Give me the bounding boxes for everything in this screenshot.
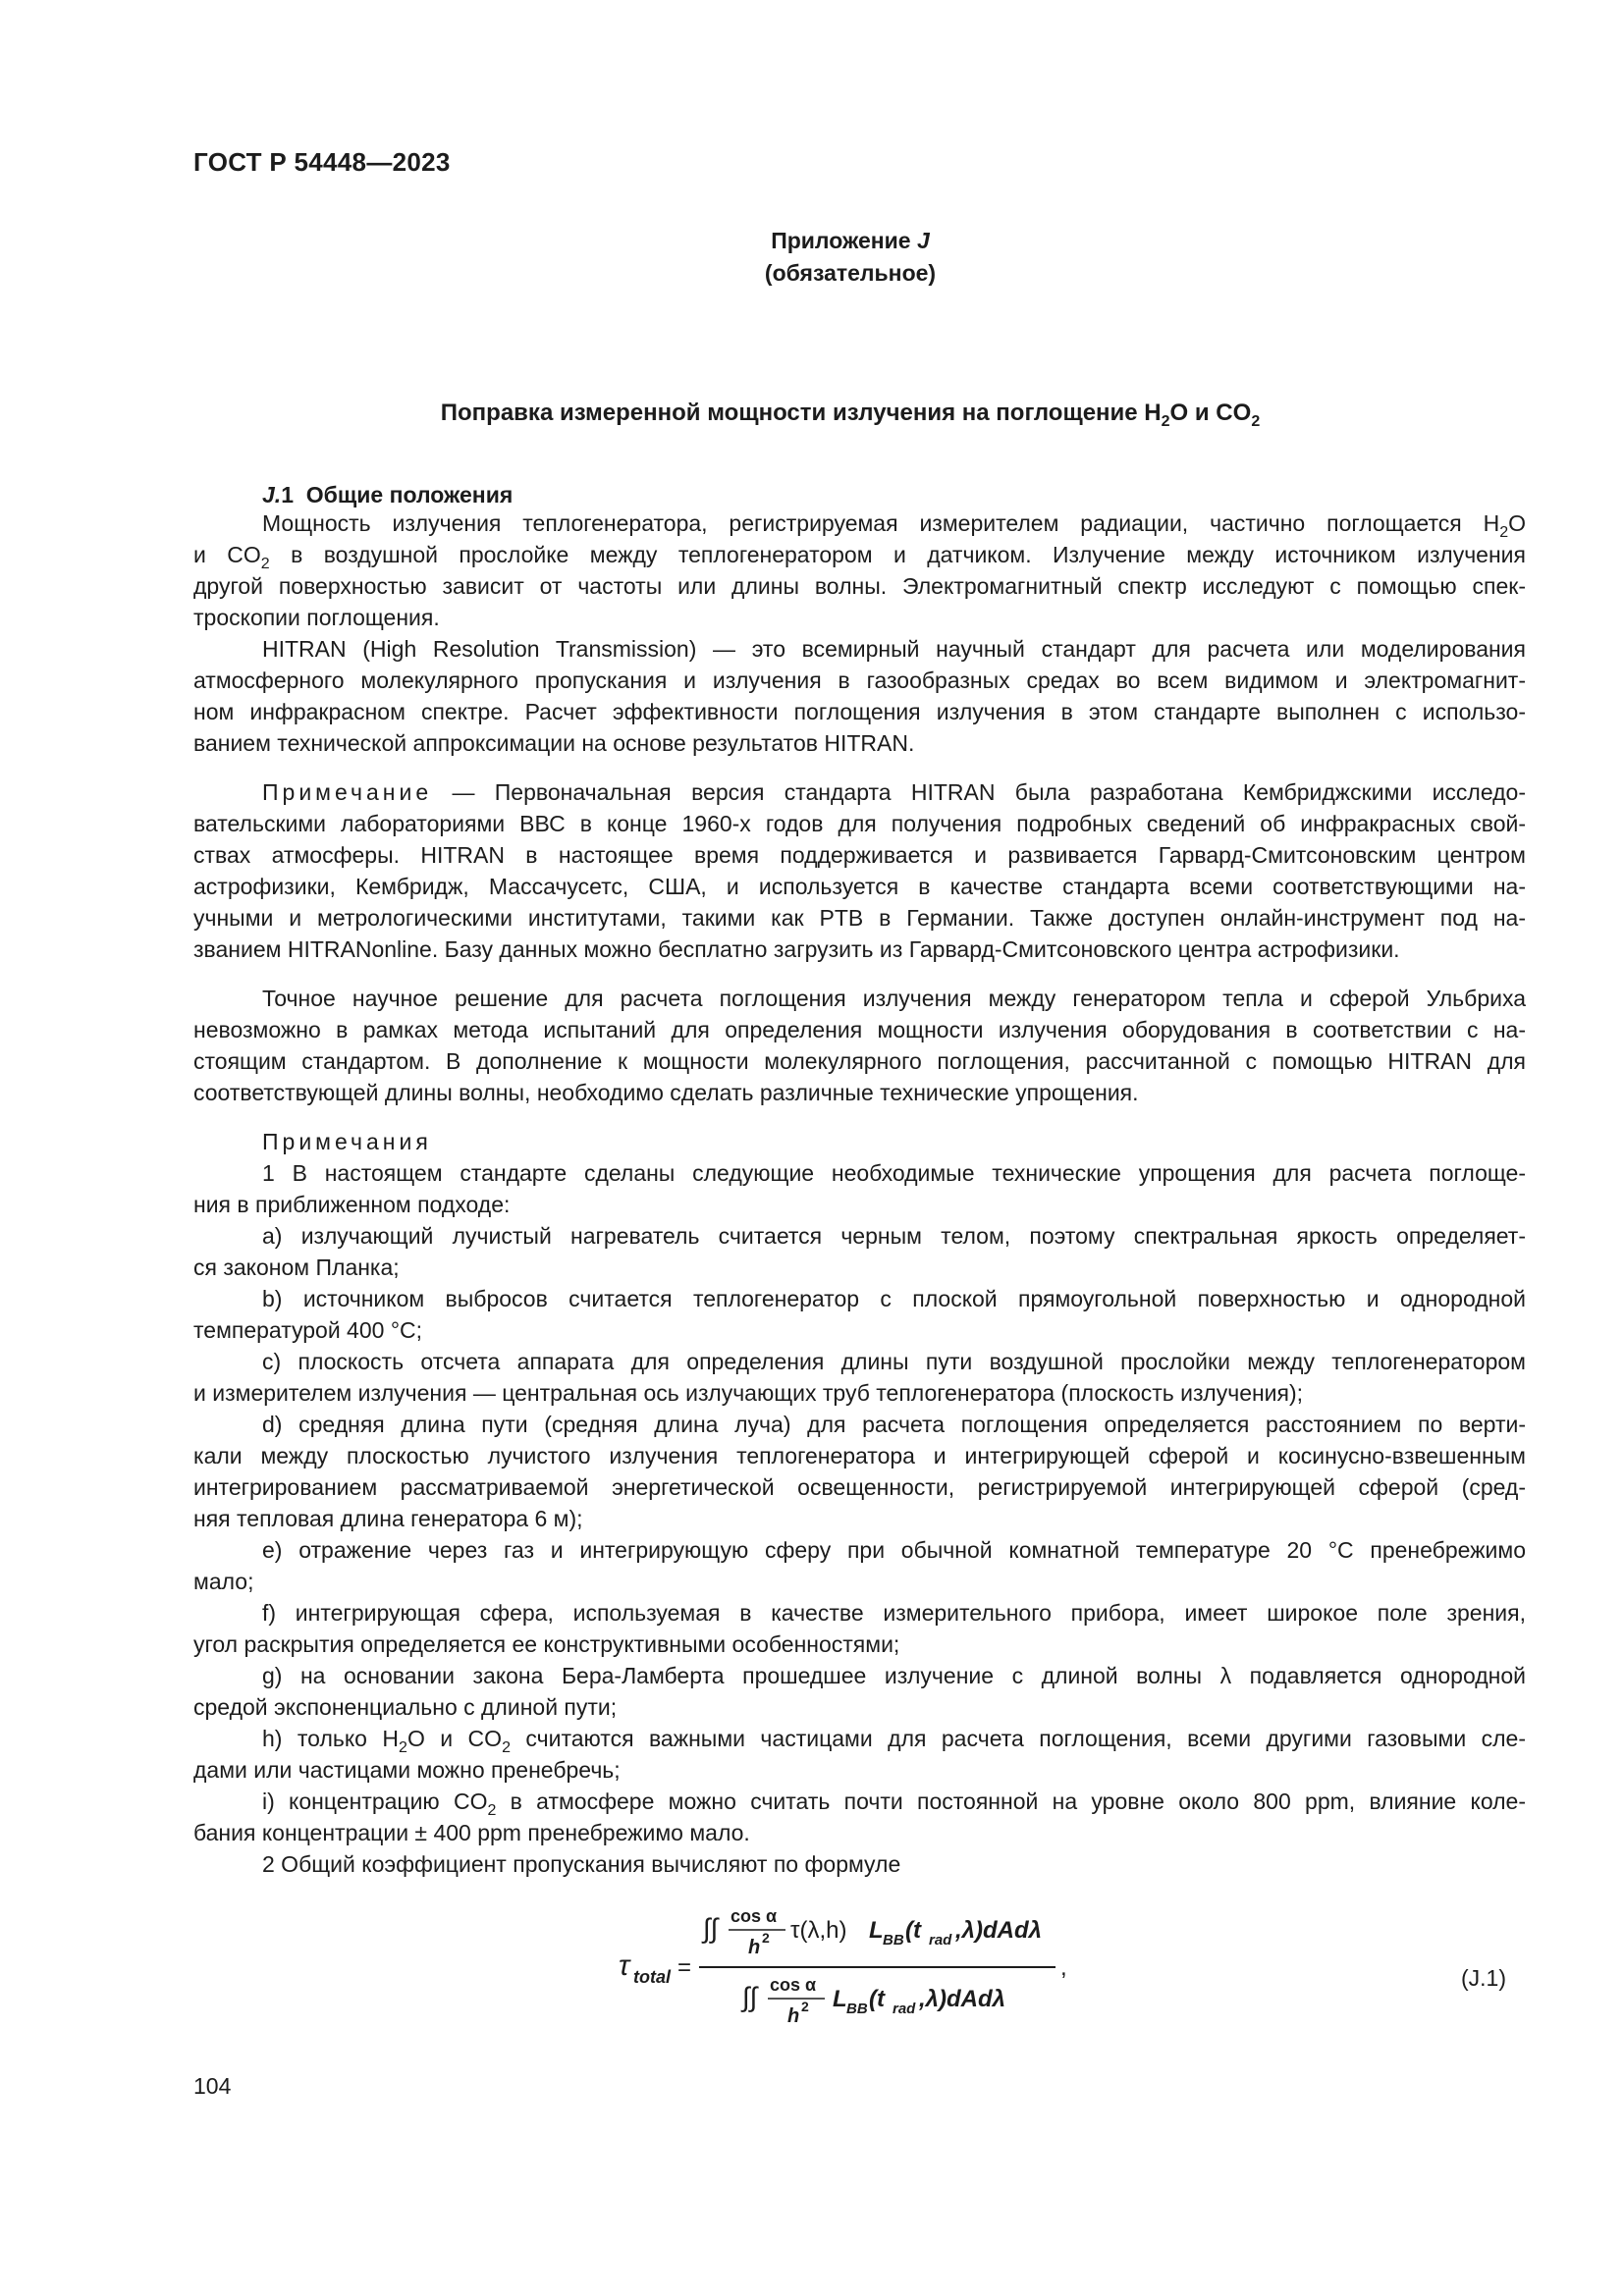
list-item: няя тепловая длина генератора 6 м); <box>193 1506 583 1531</box>
note-line: астрофизики, Кембридж, Массачусетс, США, и используется в качестве стандарта всеми соответствующими на- <box>193 874 1526 899</box>
note-line: вательскими лабораториями ВВС в конце 1960-х годов для получения подробных сведений об инфракрасных свой- <box>193 811 1526 836</box>
num-L: L <box>869 1917 884 1944</box>
paragraph-line: ном инфракрасном спектре. Расчет эффективности поглощения излучения в этом стандарте выполнен с использо- <box>193 699 1526 724</box>
section-heading: J.1 Общие положения <box>262 482 514 507</box>
list-item: средой экспоненциально с длиной пути; <box>193 1694 618 1720</box>
den-h: h <box>787 2005 800 2027</box>
paragraph-line: ванием технической аппроксимации на основе результатов HITRAN. <box>193 730 915 756</box>
den-h-pow: 2 <box>801 1999 809 2014</box>
den-L-sub: BB <box>846 2001 868 2017</box>
appendix-status: (обязательное) <box>764 260 937 286</box>
num-args-open: (t <box>905 1917 921 1944</box>
list-item: h) только $H_2O$ и $CO_2$ считаются важными частицами для расчета поглощения, всеми другими газовыми сле- <box>262 1726 1526 1756</box>
num-integral: ∫∫ <box>703 1913 719 1944</box>
den-integral: ∫∫ <box>742 1982 758 2012</box>
equation-number: (J.1) <box>1461 1965 1506 1991</box>
document-title: Поправка измеренной мощности излучения на поглощение $H_2O$ и $CO_2$ <box>440 400 1261 430</box>
list-item: кали между плоскостью лучистого излучения теплогенератора и интегрирующей сферой и косинусно-взвешенным <box>193 1443 1526 1468</box>
list-item: e) отражение через газ и интегрирующую сферу при обычной комнатной температуре 20 °C пренебрежимо <box>262 1537 1526 1563</box>
num-h: h <box>748 1937 761 1958</box>
list-item: a) излучающий лучистый нагреватель считается черным телом, поэтому спектральная яркость определяет- <box>262 1223 1526 1249</box>
note-line: 2 Общий коэффициент пропускания вычисляют по формуле <box>262 1851 901 1877</box>
paragraph-line: Точное научное решение для расчета поглощения излучения между генератором тепла и сферой Ульбриха <box>262 986 1526 1011</box>
list-item: c) плоскость отсчета аппарата для определения длины пути воздушной прослойки между теплогенератором <box>262 1349 1526 1374</box>
paragraph-line: стоящим стандартом. В дополнение к мощности молекулярного поглощения, рассчитанной с помощью HITRAN для <box>193 1048 1526 1074</box>
paragraph-line: Мощность излучения теплогенератора, регистрируемая измерителем радиации, частично поглощается $H_2O$ <box>262 510 1526 541</box>
num-t-sub: rad <box>929 1932 952 1949</box>
paragraph-line: соответствующей длины волны, необходимо сделать различные технические упрощения. <box>193 1080 1139 1105</box>
notes-label: Примечания <box>262 1129 432 1154</box>
list-item: мало; <box>193 1569 254 1594</box>
list-item: g) на основании закона Бера-Ламберта прошедшее излучение с длиной волны λ подавляется однородной <box>262 1663 1526 1688</box>
paragraph-line: другой поверхностью зависит от частоты или длины волны. Электромагнитный спектр исследуют с помощью спек- <box>193 573 1526 599</box>
note-line: 1 В настоящем стандарте сделаны следующие необходимые технические упрощения для расчета поглоще- <box>262 1160 1526 1186</box>
den-args-close: ,λ)dAdλ <box>919 1986 1006 2012</box>
num-args-close: ,λ)dAdλ <box>955 1917 1043 1944</box>
list-item: d) средняя длина пути (средняя длина луча) для расчета поглощения определяется расстоянием по верти- <box>262 1412 1526 1437</box>
list-item: дами или частицами можно пренебречь; <box>193 1757 621 1783</box>
paragraph-line: троскопии поглощения. <box>193 605 440 630</box>
formula-equals: = <box>677 1954 692 1981</box>
den-L: L <box>833 1986 847 2012</box>
paragraph-line: HITRAN (High Resolution Transmission) — это всемирный научный стандарт для расчета или моделирования <box>262 636 1526 662</box>
list-item: f) интегрирующая сфера, используемая в качестве измерительного прибора, имеет широкое поле зрения, <box>262 1600 1526 1626</box>
paragraph-line: и $CO_2$ в воздушной прослойке между теплогенератором и датчиком. Излучение между источником излучения <box>193 542 1526 572</box>
note-line: учными и метрологическими институтами, такими как PTB в Германии. Также доступен онлайн-инструмент под на- <box>193 905 1526 931</box>
list-item: ся законом Планка; <box>193 1255 400 1280</box>
paragraph-line: атмосферного молекулярного пропускания и излучения в газообразных средах во всем видимом и электромагнит- <box>193 667 1526 693</box>
formula-lhs-sub: total <box>633 1967 671 1987</box>
list-item: интегрированием рассматриваемой энергетической освещенности, регистрируемой интегрирующей сферой (сред- <box>193 1474 1526 1500</box>
note-line: званием HITRANonline. Базу данных можно бесплатно загрузить из Гарвард-Смитсоновского центра астрофизики. <box>193 936 1400 962</box>
note-line: Примечание — Первоначальная версия стандарта HITRAN была разработана Кембриджскими исследо- <box>262 779 1526 805</box>
den-t-sub: rad <box>893 2001 916 2017</box>
standard-header: ГОСТ Р 54448—2023 <box>193 147 451 177</box>
den-args-open: (t <box>869 1986 885 2012</box>
den-cos: cos α <box>770 1975 817 1995</box>
list-item: и измерителем излучения — центральная ось излучающих труб теплогенератора (плоскость излучения); <box>193 1380 1304 1406</box>
note-line: ствах атмосферы. HITRAN в настоящее время поддерживается и развивается Гарвард-Смитсоновским центром <box>193 842 1526 868</box>
num-tau: τ(λ,h) <box>790 1917 847 1944</box>
formula-lhs: τ <box>619 1949 630 1982</box>
page-number: 104 <box>193 2073 232 2099</box>
list-item: угол раскрытия определяется ее конструктивными особенностями; <box>193 1631 900 1657</box>
list-item: температурой 400 °C; <box>193 1317 423 1343</box>
note-line: ния в приближенном подходе: <box>193 1192 511 1217</box>
list-item: b) источником выбросов считается теплогенератор с плоской прямоугольной поверхностью и однородной <box>262 1286 1526 1311</box>
list-item: i) концентрацию $CO_2$ в атмосфере можно считать почти постоянной на уровне около 800 ppm, влияние коле- <box>262 1789 1526 1819</box>
num-L-sub: BB <box>883 1932 904 1949</box>
num-h-pow: 2 <box>762 1930 770 1946</box>
formula-comma: , <box>1060 1954 1067 1981</box>
list-item: бания концентрации ± 400 ppm пренебрежимо мало. <box>193 1820 750 1845</box>
appendix-title: Приложение J <box>771 228 930 253</box>
num-cos: cos α <box>731 1906 778 1926</box>
paragraph-line: невозможно в рамках метода испытаний для определения мощности излучения оборудования в соответствии с на- <box>193 1017 1526 1042</box>
